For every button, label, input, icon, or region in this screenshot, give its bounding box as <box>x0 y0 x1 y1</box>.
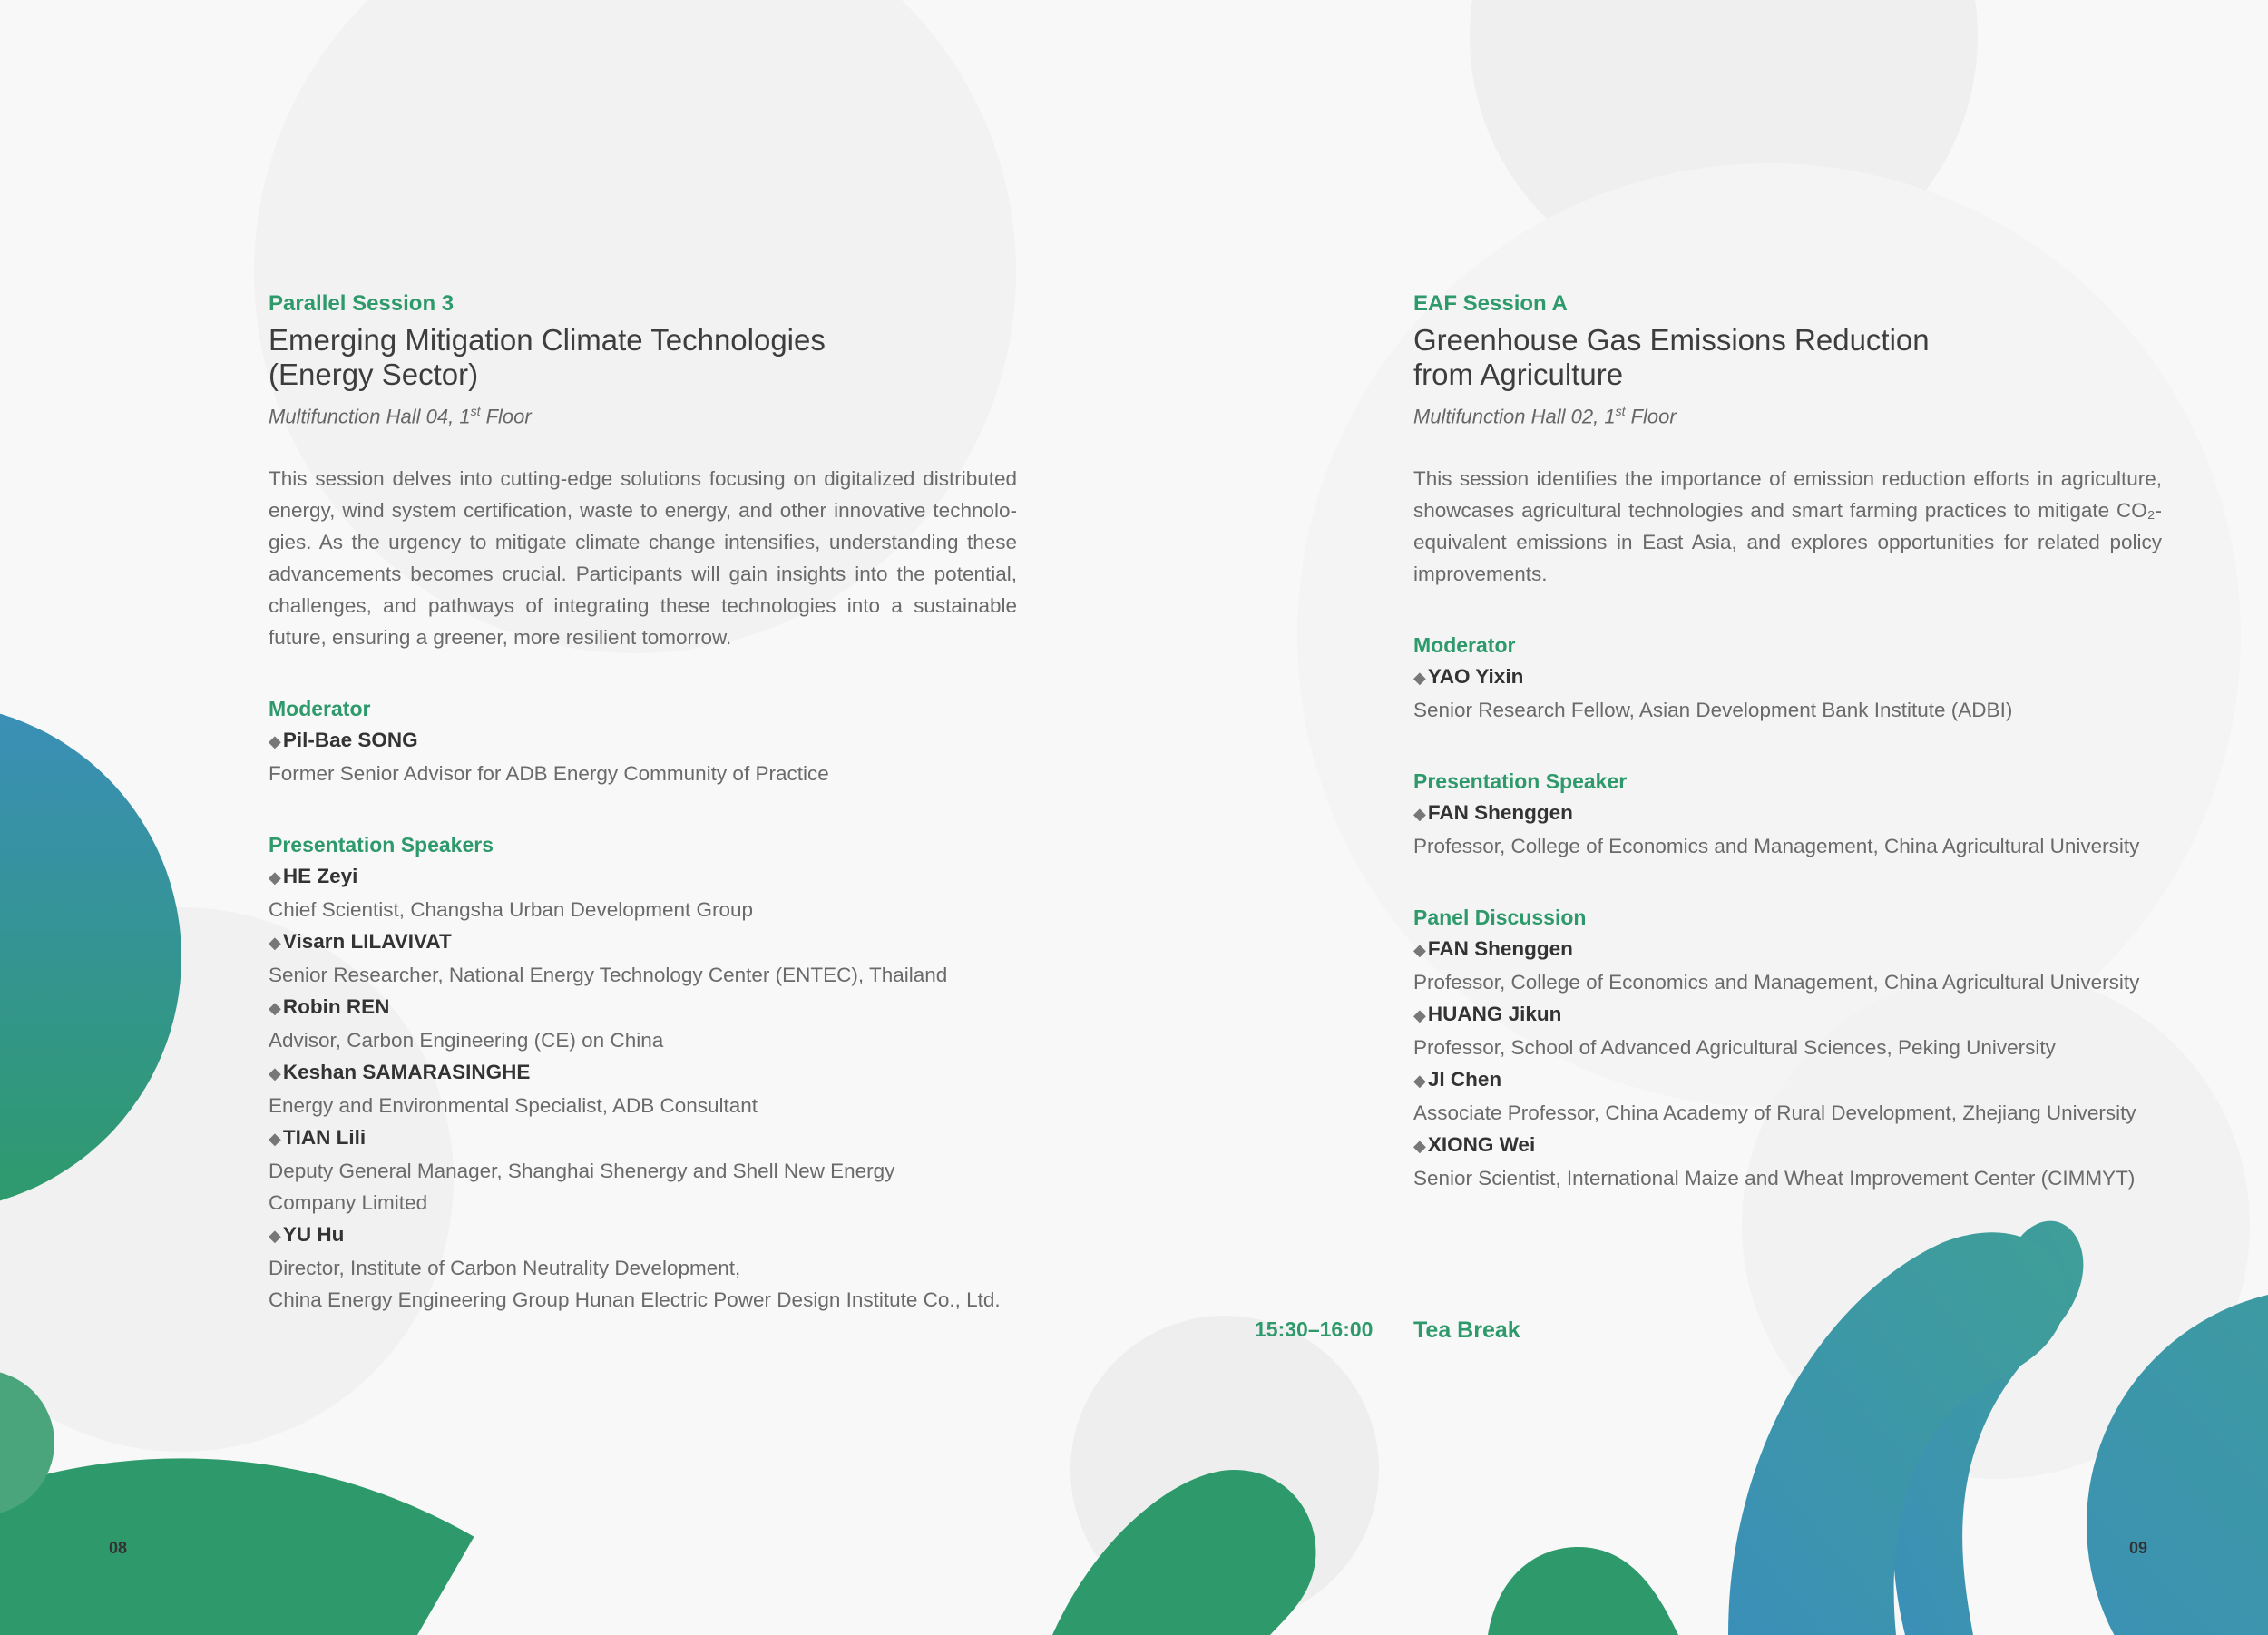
speaker-item <box>269 925 1017 991</box>
diamond-bullet-icon: ◆ <box>1413 669 1426 688</box>
tea-break-time: 15:30–16:00 <box>1255 1317 1374 1341</box>
diamond-bullet-icon: ◆ <box>269 1227 281 1246</box>
speaker-item <box>269 860 1017 925</box>
person-role-line2: China Energy Engineering Group Hunan Electric Power Design Institute Co., Ltd. <box>269 1288 1001 1312</box>
person-name: ◆FAN Shenggen <box>1413 937 1573 961</box>
person-name: ◆XIONG Wei <box>1413 1133 1536 1157</box>
diamond-bullet-icon: ◆ <box>269 999 281 1018</box>
person-name: ◆Visarn LILAVIVAT <box>269 930 452 954</box>
session-description: This session identifies the importance of emission reduction efforts in agriculture, showcases agricultural technologies and smart farming practices to mitigate CO₂-equivalent emissions in East Asia, and explores opportunities for related policy improvements. <box>1413 467 2162 586</box>
diamond-bullet-icon: ◆ <box>269 1064 281 1083</box>
panel-section <box>1413 902 2162 1194</box>
person-name: ◆Keshan SAMARASINGHE <box>269 1061 531 1084</box>
page-number-right: 09 <box>2129 1539 2148 1557</box>
session-description: This session delves into cutting-edge solutions focusing on digitalized distributed energy, wind system certification, waste to energy, and other innovative technolo-gies. As the urgency to mitigate climate change intensifies, understanding these advancements becomes crucial. Participants will gain insights into the potential, challenges, and pathways of integrating these technologies into a sustainable future, ensuring a greener, more resilient tomorrow. <box>269 467 1017 650</box>
diamond-bullet-icon: ◆ <box>1413 1006 1426 1025</box>
panelist-item <box>1413 998 2162 1063</box>
speaker-item <box>269 991 1017 1056</box>
person-name: ◆Robin REN <box>269 995 390 1019</box>
session-venue: Multifunction Hall 04, 1st Floor <box>269 404 532 428</box>
speaker-item <box>269 1056 1017 1121</box>
person-role: Professor, College of Economics and Management, China Agricultural University <box>1413 835 2140 858</box>
person-role-line2: Company Limited <box>269 1191 428 1215</box>
person-role: Advisor, Carbon Engineering (CE) on China <box>269 1029 664 1052</box>
person-name: ◆Pil-Bae SONG <box>269 729 418 752</box>
person-role: Professor, College of Economics and Management, China Agricultural University <box>1413 971 2140 994</box>
person-role: Senior Research Fellow, Asian Development Bank Institute (ADBI) <box>1413 699 2013 722</box>
diamond-bullet-icon: ◆ <box>269 868 281 887</box>
diamond-bullet-icon: ◆ <box>1413 805 1426 824</box>
speaker-section <box>1413 766 2162 862</box>
diamond-bullet-icon: ◆ <box>1413 1137 1426 1156</box>
moderator-heading: Moderator <box>1413 633 1516 658</box>
person-role: Deputy General Manager, Shanghai Shenergy and Shell New Energy <box>269 1160 895 1183</box>
panelist-item <box>1413 1063 2162 1129</box>
person-role: Former Senior Advisor for ADB Energy Community of Practice <box>269 762 829 786</box>
session-venue: Multifunction Hall 02, 1st Floor <box>1413 404 1677 428</box>
session-title: Greenhouse Gas Emissions Reduction from Agriculture <box>1413 323 1930 391</box>
person-role: Energy and Environmental Specialist, ADB Consultant <box>269 1094 758 1118</box>
person-role: Professor, School of Advanced Agricultural Sciences, Peking University <box>1413 1036 2056 1060</box>
moderator-heading: Moderator <box>269 697 371 721</box>
panelist-item <box>1413 933 2162 998</box>
speaker-item <box>269 1121 1017 1219</box>
diamond-bullet-icon: ◆ <box>1413 941 1426 960</box>
speakers-section <box>269 829 1017 1316</box>
speaker-item <box>269 1219 1017 1316</box>
person-role: Senior Researcher, National Energy Technology Center (ENTEC), Thailand <box>269 964 948 987</box>
person-name: ◆HUANG Jikun <box>1413 1003 1562 1026</box>
person-role: Director, Institute of Carbon Neutrality Development, <box>269 1257 741 1280</box>
person-name: ◆YU Hu <box>269 1223 345 1247</box>
speaker-heading: Presentation Speaker <box>1413 769 1628 794</box>
page-number-left: 08 <box>109 1539 128 1557</box>
person-role: Chief Scientist, Changsha Urban Development Group <box>269 898 754 922</box>
diamond-bullet-icon: ◆ <box>269 732 281 751</box>
moderator-section <box>269 693 1017 789</box>
left-session <box>269 289 1017 1316</box>
speakers-heading: Presentation Speakers <box>269 833 494 857</box>
session-kicker: EAF Session A <box>1413 291 1568 316</box>
panelist-item <box>1413 1129 2162 1194</box>
session-title: Emerging Mitigation Climate Technologies (Energy Sector) <box>269 323 826 391</box>
person-role: Senior Scientist, International Maize and Wheat Improvement Center (CIMMYT) <box>1413 1167 2136 1190</box>
panel-heading: Panel Discussion <box>1413 906 1587 930</box>
person-name: ◆HE Zeyi <box>269 865 358 888</box>
person-role: Associate Professor, China Academy of Rural Development, Zhejiang University <box>1413 1101 2136 1125</box>
session-kicker: Parallel Session 3 <box>269 291 455 316</box>
person-name: ◆FAN Shenggen <box>1413 801 1573 825</box>
diamond-bullet-icon: ◆ <box>269 1130 281 1149</box>
person-name: ◆YAO Yixin <box>1413 665 1524 689</box>
right-session <box>1413 289 2162 1194</box>
diamond-bullet-icon: ◆ <box>269 934 281 953</box>
diamond-bullet-icon: ◆ <box>1413 1072 1426 1091</box>
person-name: ◆JI Chen <box>1413 1068 1502 1092</box>
person-name: ◆TIAN Lili <box>269 1126 367 1150</box>
tea-break-label: Tea Break <box>1413 1317 1520 1343</box>
moderator-section <box>1413 630 2162 726</box>
